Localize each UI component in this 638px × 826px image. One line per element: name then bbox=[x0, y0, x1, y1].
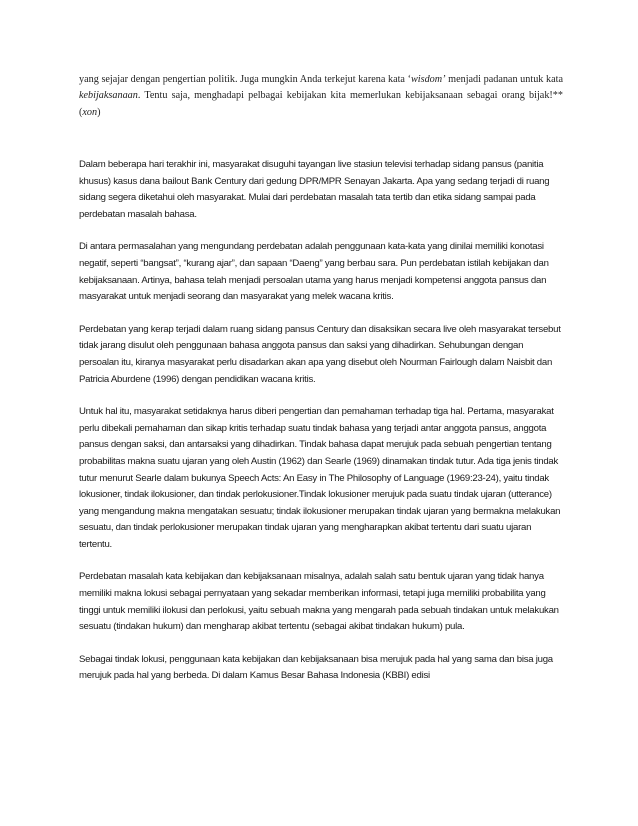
intro-part4: ) bbox=[97, 106, 101, 118]
body-paragraph: Dalam beberapa hari terakhir ini, masyarakat disuguhi tayangan live stasiun televisi terhadap sidang pansus (panitia khusus) kasus dana bailout Bank Century dari gedung DPR/MPR Senayan Jakarta. Apa yang sedang terjadi di ruang sidang segera diketahui oleh masyarakat. Mulai dari perdebatan masalah tata tertib dan etika sidang sampai pada perdebatan masalah bahasa. bbox=[79, 159, 550, 220]
body-paragraph: Perdebatan yang kerap terjadi dalam ruang sidang pansus Century dan disaksikan secara live oleh masyarakat tersebut tidak jarang disulut oleh penggunaan bahasa anggota pansus dan saksi yang dihadirkan. Sehubungan dengan persoalan itu, kiranya masyarakat perlu disadarkan akan apa yang disebut oleh Nourman Fairlough dalam Naisbit dan Patricia Aburdene (1996) dengan pendidikan wacana kritis. bbox=[79, 323, 561, 385]
intro-text bbox=[79, 72, 563, 121]
intro-part3: . Tentu saja, menghadapi pelbagai kebijakan kita memerlukan kebijaksanaan sebagai orang bijak!**( bbox=[79, 90, 563, 118]
article-body bbox=[79, 157, 563, 701]
intro-paragraph bbox=[79, 72, 563, 121]
body-paragraph: Sebagai tindak lokusi, penggunaan kata kebijakan dan kebijaksanaan bisa merujuk pada hal yang sama dan bisa juga merujuk pada hal yang berbeda. Di dalam Kamus Besar Bahasa Indonesia (KBBI) edisi bbox=[79, 653, 553, 682]
intro-wisdom: wisdom’ bbox=[410, 74, 446, 85]
intro-kebijaksanaan: kebijaksanaan bbox=[79, 90, 138, 102]
intro-part2: menjadi padanan untuk kata bbox=[445, 74, 563, 85]
intro-part1: yang sejajar dengan pengertian politik. Juga mungkin Anda terkejut karena kata ‘ bbox=[79, 74, 411, 85]
body-paragraph: Perdebatan masalah kata kebijakan dan kebijaksanaan misalnya, adalah salah satu bentuk ujaran yang tidak hanya memiliki makna lokusi sebagai pernyataan yang sekadar memberikan informasi, tetapi juga memiliki probabilita yang tinggi untuk memiliki ilokusi dan perlokusi, yaitu sebuah makna yang mengarah pada sebuah tindakan untuk melakukan sesuatu (tindakan hukum) dan mengharap akibat tertentu (sebagai akibat tindakan hukum) pula. bbox=[79, 571, 559, 633]
intro-xon: xon bbox=[82, 106, 98, 118]
body-paragraph: Untuk hal itu, masyarakat setidaknya harus diberi pengertian dan pemahaman terhadap tiga hal. Pertama, masyarakat perlu dibekali pemahaman dan sikap kritis terhadap suatu tindak bahasa yang terjadi antar anggota pansus, anggota pansus dengan saksi, dan antarsaksi yang dihadirkan. Tindak bahasa dapat merujuk pada sebuah pengertian tentang probabilitas makna suatu ujaran yang oleh Austin (1962) dan Searle (1969) dinamakan tindak tutur. Ada tiga jenis tindak tutur menurut Searle dalam bukunya Speech Acts: An Easy in The Philosophy of Language (1969:23-24), yaitu tindak lokusioner, tindak ilokusioner, dan tindak perlokusioner.Tindak lokusioner merujuk pada suatu tindak ujaran (utterance) yang mengandung makna mengatakan sesuatu; tindak ilokusioner merupakan tindak ujaran yang bermakna melakukan sesuatu, dan tindak perlokusioner merupakan tindak ujaran yang mengharapkan akibat tertentu dari suatu ujaran tertentu. bbox=[79, 406, 561, 550]
body-paragraph: Di antara permasalahan yang mengundang perdebatan adalah penggunaan kata-kata yang dinilai memiliki konotasi negatif, seperti “bangsat”, “kurang ajar”, dan sapaan “Daeng” yang berbau sara. Pun perdebatan istilah kebijakan dan kebijaksanaan. Artinya, bahasa telah menjadi persoalan utama yang harus menjadi kompetensi anggota pansus dan masyarakat untuk menjadi seorang dan masyarakat yang melek wacana kritis. bbox=[79, 241, 549, 303]
